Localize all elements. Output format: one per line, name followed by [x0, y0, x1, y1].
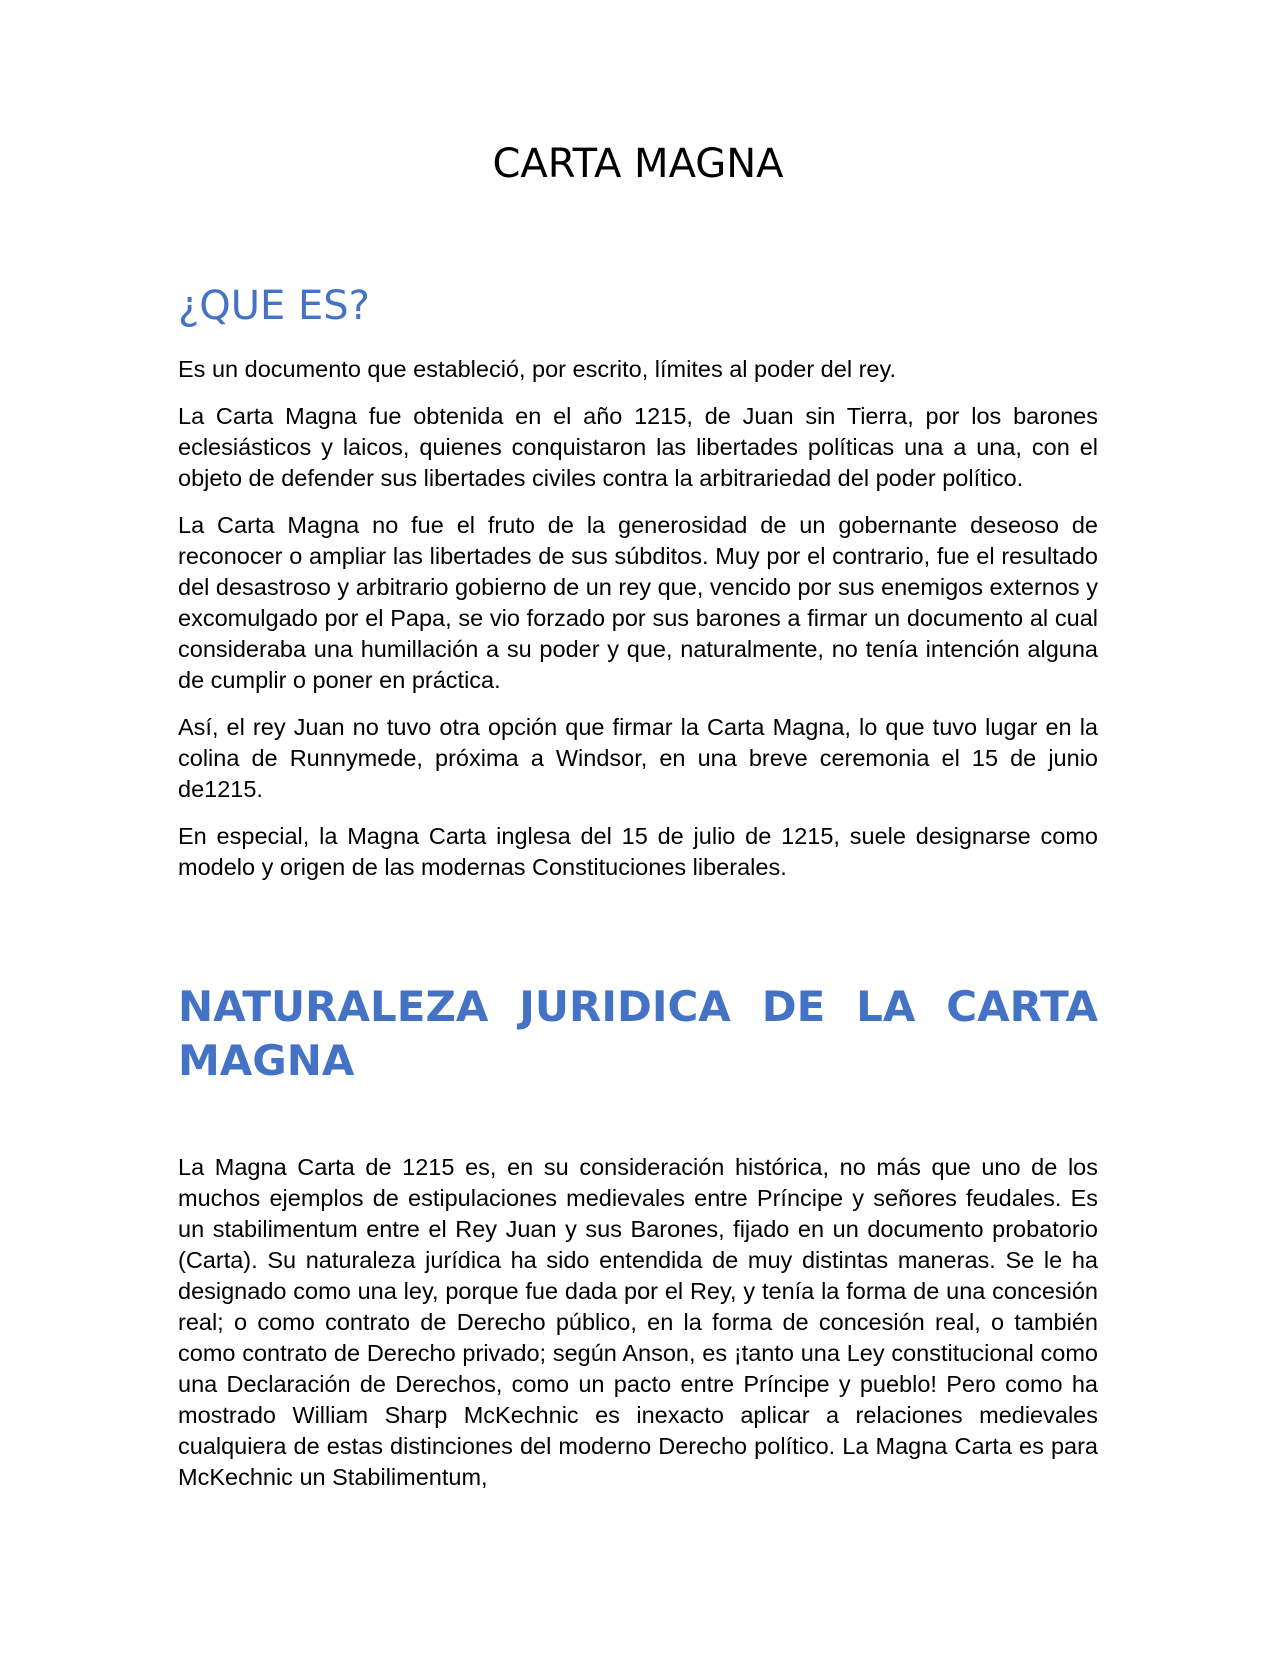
section-naturaleza-juridica-body	[178, 1152, 1098, 1509]
paragraph: En especial, la Magna Carta inglesa del 15 de julio de 1215, suele designarse como modelo y origen de las modernas Constituciones liberales.	[178, 823, 1098, 880]
section-heading-naturaleza-juridica: NATURALEZA JURIDICA DE LA CARTA MAGNA	[178, 982, 1098, 1085]
paragraph: La Magna Carta de 1215 es, en su consideración histórica, no más que uno de los muchos ejemplos de estipulaciones medievales entre Príncipe y señores feudales. Es un stabilimentum entre el Rey Juan y sus Barones, fijado en un documento probatorio (Carta). Su naturaleza jurídica ha sido entendida de muy distintas maneras. Se le ha designado como una ley, porque fue dada por el Rey, y tenía la forma de una concesión real; o como contrato de Derecho público, en la forma de concesión real, o también como contrato de Derecho privado; según Anson, es ¡tanto una Ley constitucional como una Declaración de Derechos, como un pacto entre Príncipe y pueblo! Pero como ha mostrado William Sharp McKechnic es inexacto aplicar a relaciones medievales cualquiera de estas distinciones del moderno Derecho político. La Magna Carta es para McKechnic un Stabilimentum,	[178, 1154, 1098, 1490]
paragraph: Así, el rey Juan no tuvo otra opción que firmar la Carta Magna, lo que tuvo lugar en la colina de Runnymede, próxima a Windsor, en una breve ceremonia el 15 de junio de1215.	[178, 714, 1098, 802]
paragraph: Es un documento que estableció, por escrito, límites al poder del rey.	[178, 356, 897, 382]
section-que-es-body	[178, 354, 1098, 899]
document-page	[178, 0, 1098, 1656]
paragraph: La Carta Magna fue obtenida en el año 1215, de Juan sin Tierra, por los barones eclesiásticos y laicos, quienes conquistaron las libertades políticas una a una, con el objeto de defender sus libertades civiles contra la arbitrariedad del poder político.	[178, 403, 1098, 491]
paragraph: La Carta Magna no fue el fruto de la generosidad de un gobernante deseoso de reconocer o ampliar las libertades de sus súbditos. Muy por el contrario, fue el resultado del desastroso y arbitrario gobierno de un rey que, vencido por sus enemigos externos y excomulgado por el Papa, se vio forzado por sus barones a firmar un documento al cual consideraba una humillación a su poder y que, naturalmente, no tenía intención alguna de cumplir o poner en práctica.	[178, 512, 1098, 693]
section-heading-que-es: ¿QUE ES?	[178, 283, 370, 329]
document-title: CARTA MAGNA	[492, 141, 784, 187]
